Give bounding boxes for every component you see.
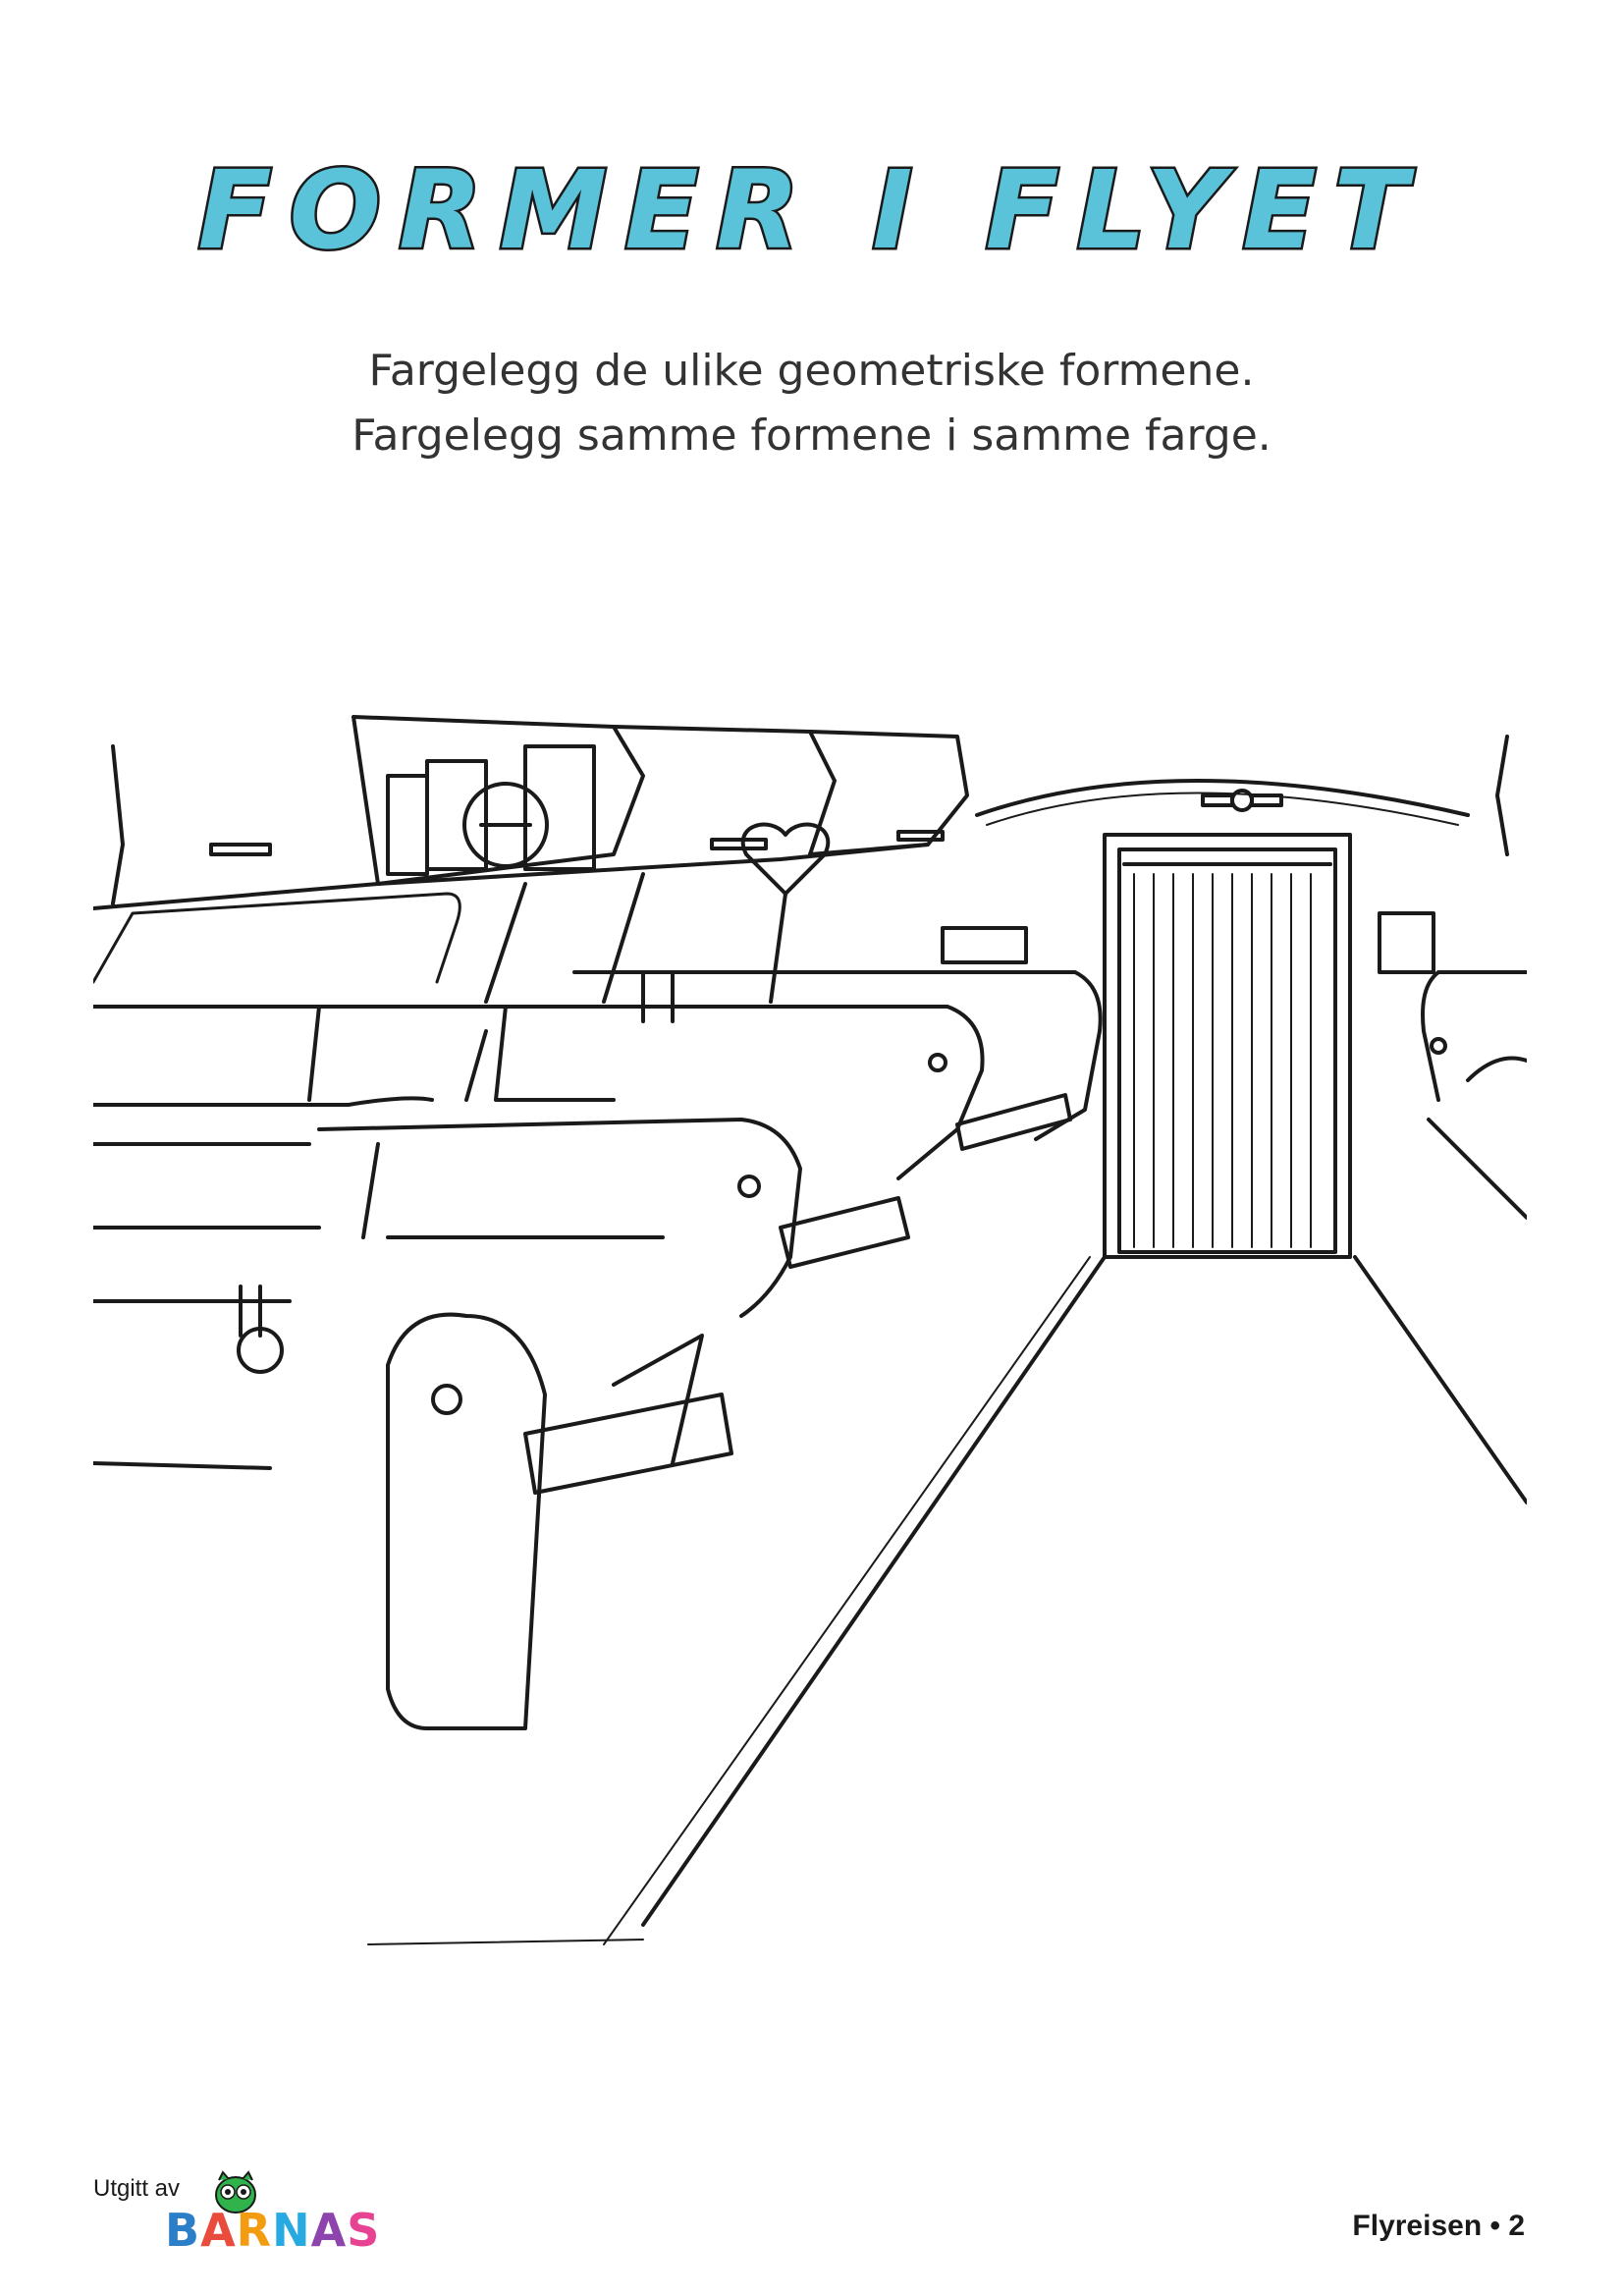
seat-row-back bbox=[574, 972, 1101, 1139]
page-label: Flyreisen • 2 bbox=[1352, 2210, 1525, 2242]
lavatory-curtain bbox=[1105, 835, 1350, 1257]
aisle-left-edge bbox=[643, 1257, 1105, 1925]
logo-letter: N bbox=[272, 2204, 311, 2257]
logo-letter: R bbox=[236, 2204, 273, 2257]
wall-panel bbox=[943, 928, 1026, 962]
wall-sign bbox=[1380, 913, 1434, 972]
seat-front-armrest bbox=[93, 1286, 545, 1728]
instruction-line-1: Fargelegg de ulike geometriske formene. bbox=[368, 346, 1255, 396]
seat-row-middle bbox=[93, 1007, 983, 1178]
published-by-label: Utgitt av bbox=[93, 2175, 181, 2202]
logo-letter: A bbox=[310, 2204, 348, 2257]
instruction-line-2: Fargelegg samme formene i samme farge. bbox=[352, 410, 1271, 461]
barnas-logo bbox=[165, 2204, 380, 2257]
ceiling-arch bbox=[977, 781, 1468, 815]
seat-row-right bbox=[1423, 972, 1527, 1218]
overhead-bins bbox=[93, 717, 967, 908]
seat-row-front bbox=[93, 1120, 800, 1316]
tray-tables bbox=[525, 1095, 1070, 1493]
aisle-right-edge bbox=[1355, 1257, 1527, 1503]
logo-letter: S bbox=[347, 2204, 381, 2257]
page-title: FORMER I FLYET bbox=[197, 147, 1426, 273]
logo-letter: A bbox=[200, 2204, 237, 2257]
airplane-cabin-illustration bbox=[93, 707, 1527, 1984]
logo-letter: B bbox=[165, 2204, 201, 2257]
instructions bbox=[0, 339, 1623, 468]
